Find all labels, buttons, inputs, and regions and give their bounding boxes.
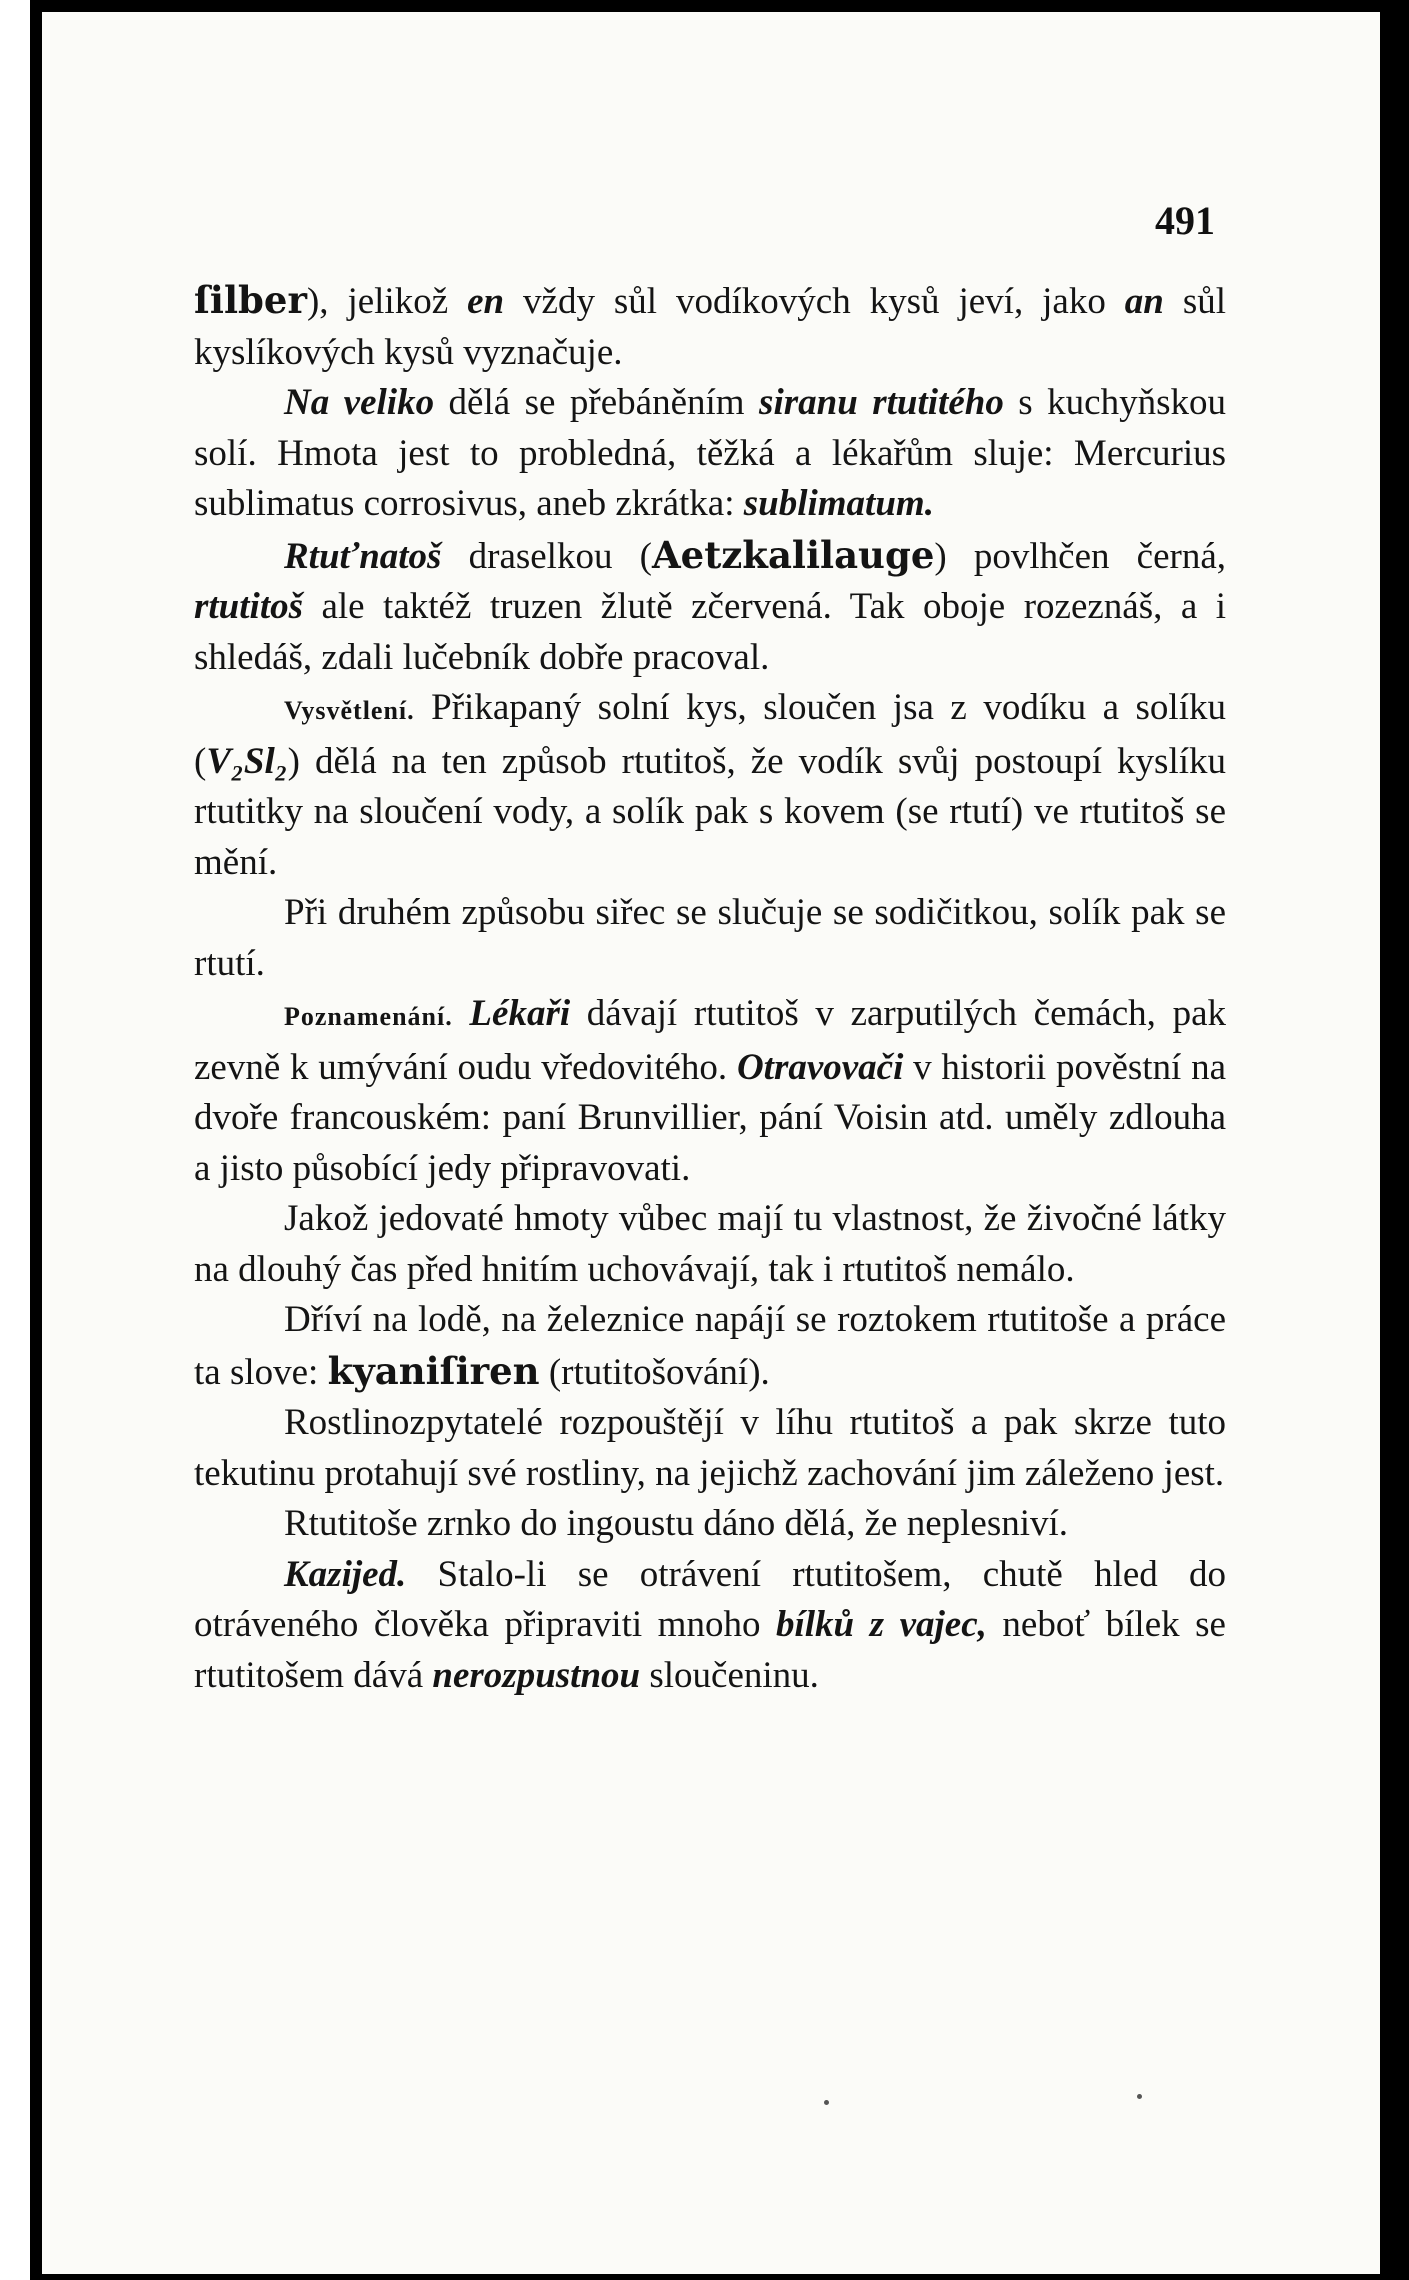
text-run: (rtutitošování). [539, 1351, 770, 1393]
page-text [194, 275, 1226, 1701]
italic-term: bílků z vajec, [775, 1604, 987, 1645]
page-number: 491 [1155, 198, 1215, 243]
text-run: neboť bílek se rtutitošem dává [194, 1604, 1226, 1696]
text-run: dělá se přebáněním [434, 382, 760, 423]
text-run: dávají rtutitoš v zarputilých čemách, pak zevně k umývání oudu vředovitého. [194, 993, 1226, 1088]
text-run [453, 993, 470, 1034]
italic-term: Na veliko [284, 382, 435, 423]
text-run: Rtutitoše zrnko do ingoustu dáno dělá, že neplesniví. [284, 1503, 1069, 1544]
italic-term: Rtuťnatoš [284, 535, 442, 577]
book-page [42, 12, 1380, 2274]
paragraph-p2 [194, 378, 1226, 530]
text-run: Při druhém způsobu siřec se slučuje se sodičitkou, solík pak se rtutí. [194, 892, 1226, 984]
italic-term: en [467, 281, 505, 322]
italic-term: an [1124, 281, 1164, 322]
italic-term: Kazijed. [284, 1553, 407, 1595]
text-run: sůl kyslíkových kysů vyznačuje. [194, 281, 1226, 373]
text-run: ) povlhčen černá, [934, 535, 1226, 577]
text-run: Rostlinozpytatelé rozpouštějí v líhu rtutitoš a pak skrze tuto tekutinu protahují své rostliny, na jejichž zachování jim záleženo jest. [194, 1402, 1226, 1494]
text-run: ) dělá na ten způsob rtutitoš, že vodík svůj postoupí kyslíku rtutitky na sloučení vody, a solík pak s kovem (se rtutí) ve rtutitoš se mění. [194, 740, 1226, 883]
fraktur-word: ſilber [194, 278, 307, 322]
paragraph-p4 [194, 683, 1226, 888]
text-run: ale taktéž truzen žlutě zčervená. Tak oboje rozeznáš, a i shledáš, zdali lučebník dobře pracoval. [194, 586, 1226, 678]
italic-term: rtutitoš [194, 586, 303, 627]
italic-term: V₂Sl₂ [206, 740, 288, 782]
italic-term: siranu rtutitého [759, 382, 1004, 423]
text-run: v historii pověstní na dvoře francouském: paní Brunvillier, pání Voisin atd. uměly zdlouha a jisto působící jedy připravovati. [194, 1046, 1226, 1189]
paragraph-p7 [194, 1194, 1226, 1295]
paragraph-p5 [194, 888, 1226, 989]
text-run: s kuchyňskou solí. Hmota jest to probledná, těžká a lékařům sluje: Mercurius sublimatus corrosivus, aneb zkrátka: [194, 382, 1226, 524]
speck-mark [824, 2100, 829, 2105]
italic-term: Otravovači [736, 1046, 904, 1088]
italic-term: sublimatum. [743, 483, 934, 524]
section-label: Vysvětlení. [284, 696, 415, 725]
paragraph-p11 [194, 1550, 1226, 1702]
paragraph-p8 [194, 1295, 1226, 1398]
text-run: Dříví na lodě, na železnice napájí se roztokem rtutitoše a práce ta slove: [194, 1299, 1226, 1393]
text-run: Přikapaný solní kys, sloučen jsa z vodíku a solíku ( [194, 687, 1226, 782]
italic-term: Lékaři [469, 993, 571, 1034]
paragraph-p10 [194, 1499, 1226, 1550]
text-run: sloučeninu. [640, 1654, 819, 1696]
text-run: vždy sůl vodíkových kysů jeví, jako [504, 281, 1125, 322]
paragraph-p6 [194, 989, 1226, 1194]
italic-term: nerozpustnou [432, 1654, 641, 1696]
paragraph-p9 [194, 1398, 1226, 1499]
previous-page-edge [0, 0, 30, 2280]
text-run: Stalo-li se otrávení rtutitošem, chutě hled do otráveného člověka připraviti mnoho [194, 1553, 1226, 1645]
speck-mark [1137, 2094, 1142, 2099]
fraktur-word: Aetzkalilauge [651, 532, 935, 577]
paragraph-p3 [194, 530, 1226, 684]
fraktur-word: kyaniſiren [327, 1348, 540, 1393]
section-label: Poznamenání. [284, 1002, 453, 1031]
paragraph-p1 [194, 275, 1226, 378]
text-run: ), jelikož [306, 281, 468, 322]
text-run: draselkou ( [441, 535, 652, 577]
text-run: Jakož jedovaté hmoty vůbec mají tu vlastnost, že živočné látky na dlouhý čas před hnitím uchovávají, tak i rtutitoš nemálo. [194, 1198, 1226, 1290]
